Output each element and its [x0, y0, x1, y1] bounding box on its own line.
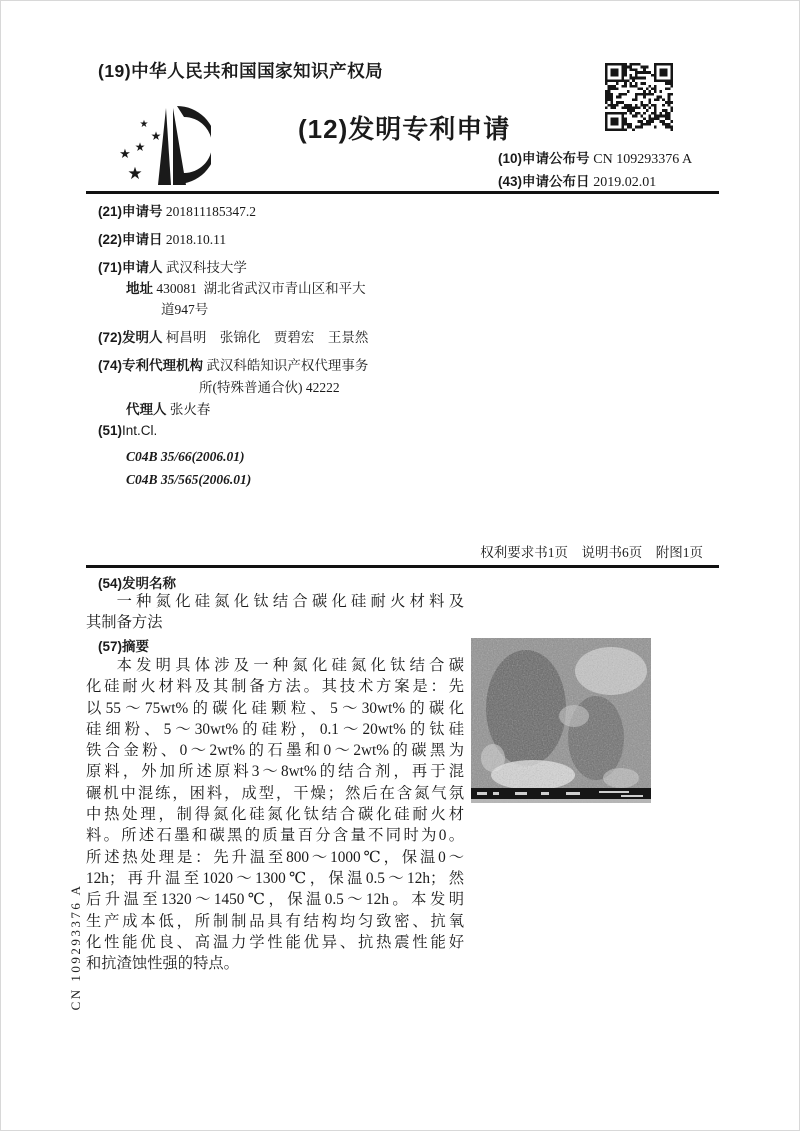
office-name: (19)中华人民共和国国家知识产权局: [98, 61, 384, 81]
svg-text:★: ★: [134, 140, 146, 154]
sem-micrograph-figure: [471, 638, 651, 803]
applicant-row: [98, 256, 247, 276]
svg-text:★: ★: [139, 119, 149, 130]
applicant-value: 武汉科技大学: [165, 260, 247, 275]
header-divider: [86, 191, 719, 194]
intcl-code: C04B 35/565(2006.01): [126, 471, 252, 487]
agency-line1: 武汉科皓知识产权代理事务: [206, 358, 369, 373]
publication-number-row: [498, 147, 692, 168]
side-publication-code: CN 109293376 A: [68, 883, 83, 1011]
abstract-line: 12h；再升温至1020～1300℃，保温0.5～12h；然: [86, 869, 464, 887]
svg-text:★: ★: [127, 164, 143, 183]
qr-code: [605, 61, 673, 133]
agent-row: [126, 398, 210, 418]
abstract-line: 原料，外加所述原料3～8wt%的结合剂，再于混: [86, 763, 464, 781]
abstract-line: 所述热处理是：先升温至800～1000℃，保温0～: [86, 848, 464, 866]
invention-title: [86, 591, 464, 634]
agent-value: 张火春: [169, 402, 211, 417]
application-number-row: [98, 200, 256, 220]
abstract-label: (57)摘要: [98, 639, 150, 654]
invention-title-label: (54)发明名称: [98, 576, 177, 591]
intcl-code: C04B 35/66(2006.01): [126, 449, 245, 464]
agency-line2: 所(特殊普通合伙) 42222: [199, 380, 340, 395]
applicant-label: (71)申请人: [98, 260, 163, 275]
address-row-2: [161, 298, 208, 318]
abstract-line: 化硅耐火材料及其制备方法。其技术方案是：先: [86, 678, 464, 696]
abstract-line: 碾机中混练，困料，成型，干燥；然后在含氮气氛: [86, 784, 464, 802]
agent-label: 代理人: [126, 402, 167, 417]
abstract-line: 化性能优良、高温力学性能优异、抗热震性能好: [86, 933, 464, 951]
address-label: 地址: [126, 281, 153, 296]
publication-number-value: CN 109293376 A: [593, 152, 693, 167]
document-type-title: (12)发明专利申请: [298, 114, 511, 144]
agency-row-2: [199, 376, 340, 396]
abstract-line: 和抗渣蚀性强的特点。: [86, 955, 239, 973]
inventors-label: (72)发明人: [98, 330, 163, 345]
application-number-value: 201811185347.2: [165, 204, 257, 219]
svg-text:★: ★: [119, 146, 131, 161]
abstract-line: 硅细粉、5～30wt%的硅粉，0.1～20wt%的钛硅: [86, 720, 464, 738]
intcl-label: Int.Cl.: [122, 423, 158, 438]
publication-number-label: (10)申请公布号: [498, 151, 590, 166]
invention-title-line: 其制备方法: [86, 614, 163, 632]
inventors-row: [98, 326, 368, 346]
section-divider: [86, 565, 719, 568]
abstract-line: 后升温至1320～1450℃，保温0.5～12h。本发明: [86, 891, 464, 909]
address-line1: 430081 湖北省武汉市青山区和平大: [156, 281, 366, 296]
intcl-number: (51): [98, 423, 123, 438]
address-row: [126, 277, 366, 297]
publication-date-row: [498, 170, 656, 191]
abstract-line: 铁合金粉、0～2wt%的石墨和0～2wt%的碳黑为: [86, 742, 464, 760]
svg-text:★: ★: [150, 129, 162, 143]
abstract-line: 中热处理，制得氮化硅氮化钛结合碳化硅耐火材: [86, 806, 464, 824]
application-date-row: [98, 228, 226, 248]
abstract-line: 生产成本低，所制制品具有结构均匀致密、抗氧: [86, 912, 464, 930]
abstract-line: 料。所述石墨和碳黑的质量百分含量不同时为0。: [86, 827, 464, 845]
intcl-codes: [126, 446, 251, 491]
application-date-value: 2018.10.11: [165, 232, 227, 247]
inventors-value: 柯昌明 张锦化 贾碧宏 王景然: [165, 330, 369, 345]
intcl-row: [98, 423, 157, 439]
application-date-label: (22)申请日: [98, 232, 163, 247]
cnipa-emblem-icon: [111, 93, 211, 188]
publication-date-value: 2019.02.01: [593, 175, 657, 190]
address-line2: 道947号: [161, 302, 209, 317]
agency-row: [98, 354, 368, 374]
pages-info: 权利要求书1页 说明书6页 附图1页: [480, 545, 703, 560]
abstract-text: [86, 655, 464, 974]
publication-date-label: (43)申请公布日: [498, 174, 590, 189]
abstract-line: 本发明具体涉及一种氮化硅氮化钛结合碳: [116, 657, 464, 674]
abstract-line: 以55～75wt%的碳化硅颗粒、5～30wt%的碳化: [86, 699, 464, 717]
invention-title-line: 一种氮化硅氮化钛结合碳化硅耐火材料及: [116, 593, 464, 610]
application-number-label: (21)申请号: [98, 204, 163, 219]
agency-label: (74)专利代理机构: [98, 358, 204, 373]
